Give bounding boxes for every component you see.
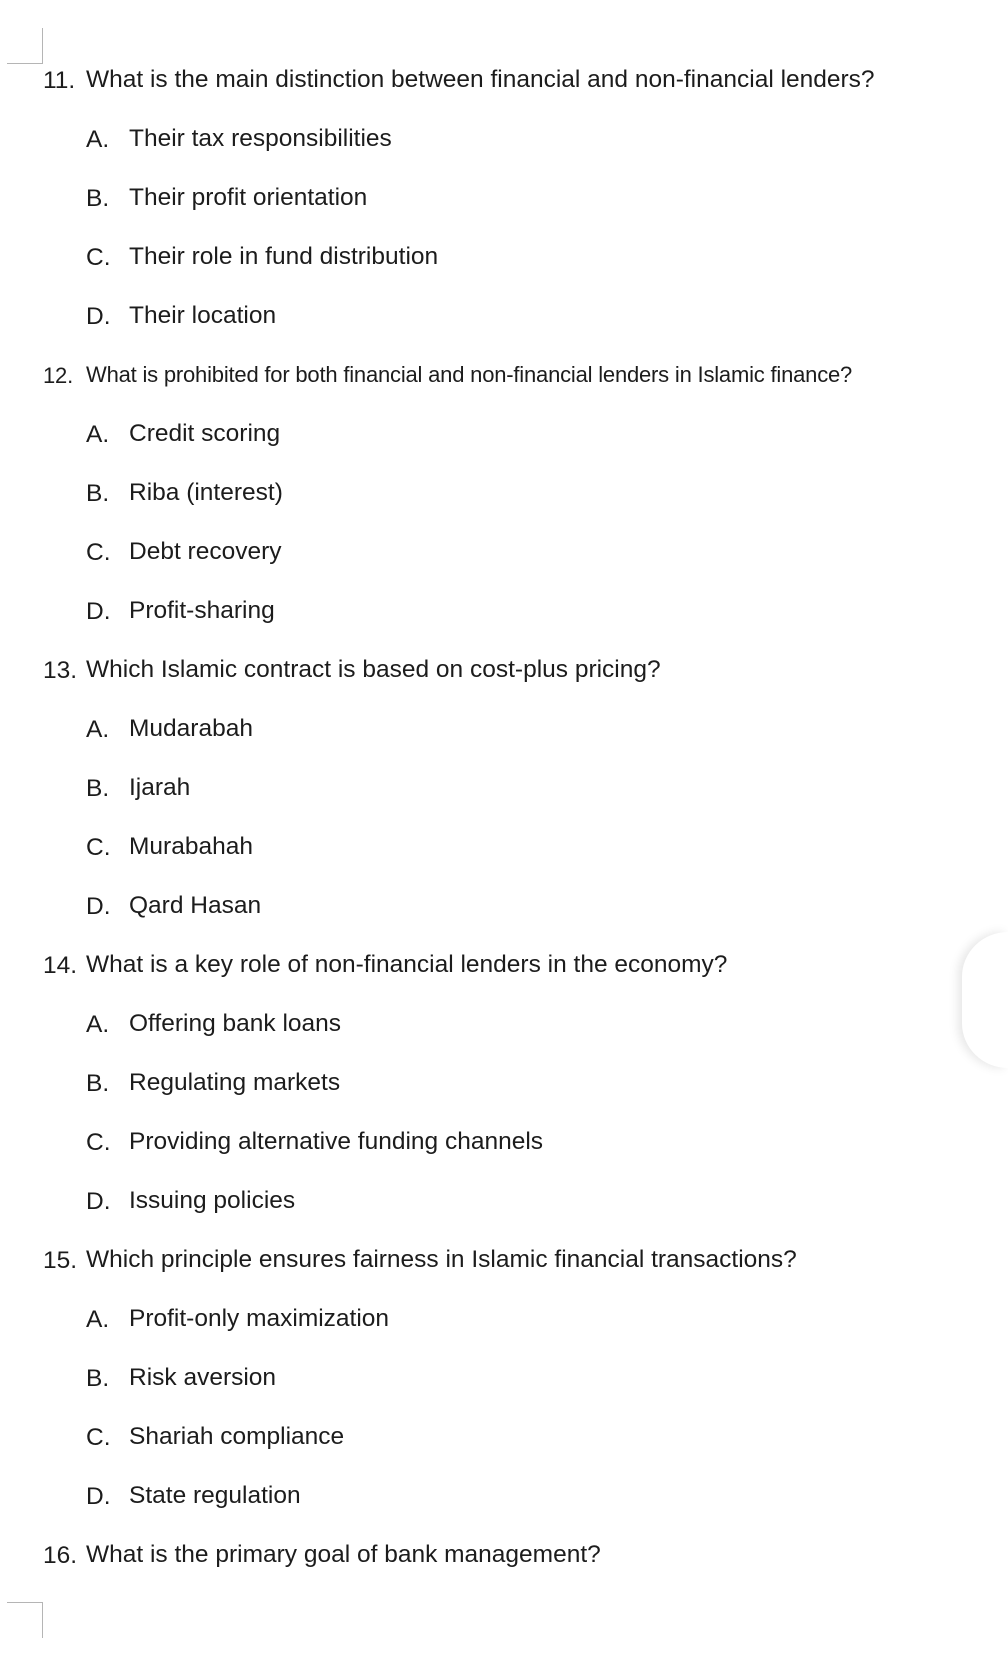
option-text: Their location bbox=[129, 302, 277, 330]
option-text: Riba (interest) bbox=[129, 479, 283, 507]
question-number: 12. bbox=[43, 362, 73, 388]
question-12 bbox=[0, 346, 1008, 405]
question-text: What is the primary goal of bank management? bbox=[86, 1541, 601, 1569]
question-text: Which Islamic contract is based on cost-plus pricing? bbox=[86, 656, 661, 684]
question-text: What is the main distinction between financial and non-financial lenders? bbox=[86, 66, 875, 94]
question-number: 15. bbox=[43, 1246, 78, 1274]
option-text: Mudarabah bbox=[129, 715, 253, 743]
page-corner-mark-bottom bbox=[7, 1602, 43, 1638]
answer-option bbox=[0, 1467, 1008, 1526]
answer-option bbox=[0, 1408, 1008, 1467]
option-letter: C. bbox=[86, 538, 111, 566]
question-number: 11. bbox=[43, 66, 76, 94]
option-letter: D. bbox=[86, 597, 111, 625]
question-text: What is prohibited for both financial and non-financial lenders in Islamic finance? bbox=[86, 362, 853, 388]
answer-option bbox=[0, 169, 1008, 228]
option-text: State regulation bbox=[129, 1482, 301, 1510]
option-letter: D. bbox=[86, 892, 111, 920]
option-text: Profit-only maximization bbox=[129, 1305, 390, 1333]
answer-option bbox=[0, 759, 1008, 818]
option-text: Their profit orientation bbox=[129, 184, 368, 212]
answer-option bbox=[0, 405, 1008, 464]
question-text: Which principle ensures fairness in Islamic financial transactions? bbox=[86, 1246, 797, 1274]
option-text: Qard Hasan bbox=[129, 892, 262, 920]
option-letter: A. bbox=[86, 715, 110, 743]
answer-option bbox=[0, 582, 1008, 641]
question-11 bbox=[0, 51, 1008, 110]
answer-option bbox=[0, 523, 1008, 582]
question-15 bbox=[0, 1231, 1008, 1290]
question-text: What is a key role of non-financial lenders in the economy? bbox=[86, 951, 728, 979]
option-letter: A. bbox=[86, 1010, 110, 1038]
option-text: Shariah compliance bbox=[129, 1423, 345, 1451]
question-14 bbox=[0, 936, 1008, 995]
option-text: Issuing policies bbox=[129, 1187, 296, 1215]
question-16 bbox=[0, 1526, 1008, 1585]
option-text: Their role in fund distribution bbox=[129, 243, 439, 271]
option-text: Regulating markets bbox=[129, 1069, 341, 1097]
option-letter: D. bbox=[86, 1187, 111, 1215]
answer-option bbox=[0, 995, 1008, 1054]
option-letter: C. bbox=[86, 1128, 111, 1156]
answer-option bbox=[0, 1290, 1008, 1349]
answer-option bbox=[0, 1172, 1008, 1231]
question-list bbox=[0, 51, 1008, 1585]
option-letter: B. bbox=[86, 184, 110, 212]
option-letter: A. bbox=[86, 125, 110, 153]
option-text: Their tax responsibilities bbox=[129, 125, 392, 153]
question-13 bbox=[0, 641, 1008, 700]
answer-option bbox=[0, 287, 1008, 346]
answer-option bbox=[0, 228, 1008, 287]
option-letter: C. bbox=[86, 833, 111, 861]
answer-option bbox=[0, 1054, 1008, 1113]
question-number: 16. bbox=[43, 1541, 78, 1569]
option-text: Ijarah bbox=[129, 774, 191, 802]
answer-option bbox=[0, 818, 1008, 877]
option-letter: B. bbox=[86, 774, 110, 802]
option-letter: A. bbox=[86, 420, 110, 448]
option-letter: D. bbox=[86, 1482, 111, 1510]
option-letter: C. bbox=[86, 1423, 111, 1451]
answer-option bbox=[0, 464, 1008, 523]
option-letter: B. bbox=[86, 1364, 110, 1392]
question-number: 13. bbox=[43, 656, 78, 684]
answer-option bbox=[0, 877, 1008, 936]
option-text: Risk aversion bbox=[129, 1364, 277, 1392]
option-letter: B. bbox=[86, 1069, 110, 1097]
option-letter: D. bbox=[86, 302, 111, 330]
option-letter: B. bbox=[86, 479, 110, 507]
option-text: Credit scoring bbox=[129, 420, 281, 448]
answer-option bbox=[0, 110, 1008, 169]
option-letter: C. bbox=[86, 243, 111, 271]
question-number: 14. bbox=[43, 951, 78, 979]
answer-option bbox=[0, 1113, 1008, 1172]
option-letter: A. bbox=[86, 1305, 110, 1333]
option-text: Debt recovery bbox=[129, 538, 282, 566]
option-text: Providing alternative funding channels bbox=[129, 1128, 544, 1156]
answer-option bbox=[0, 700, 1008, 759]
option-text: Profit-sharing bbox=[129, 597, 275, 625]
option-text: Murabahah bbox=[129, 833, 253, 861]
answer-option bbox=[0, 1349, 1008, 1408]
option-text: Offering bank loans bbox=[129, 1010, 342, 1038]
